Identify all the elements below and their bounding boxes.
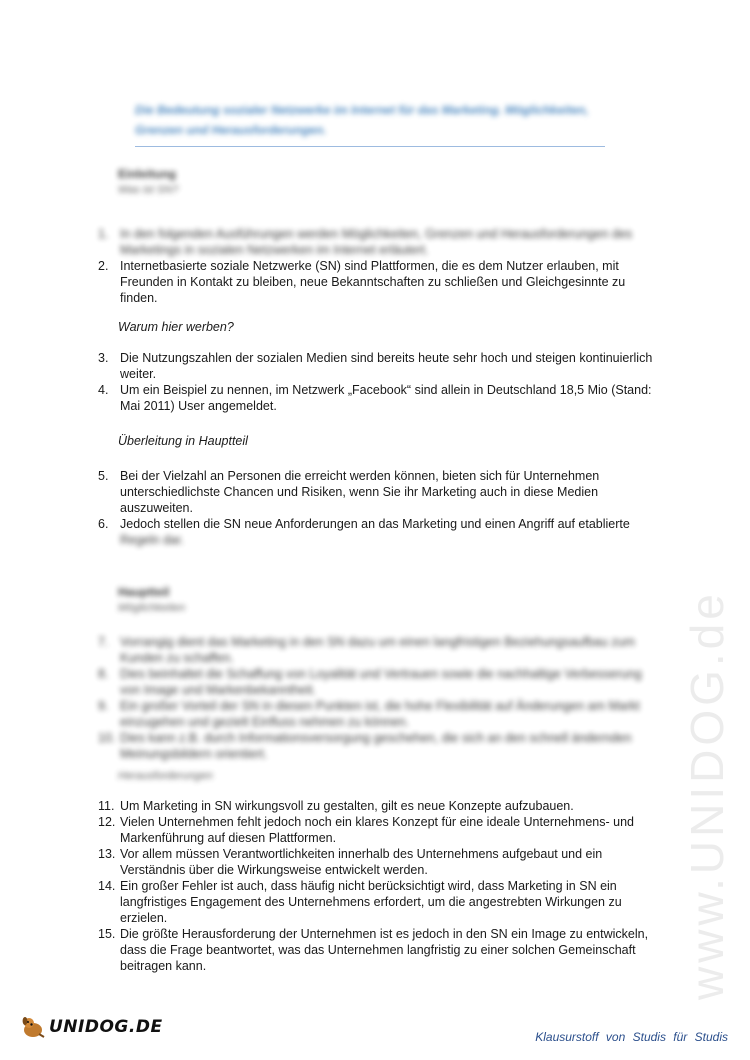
title-line: Die Bedeutung sozialer Netzwerke im Internet für das Marketing. Möglichkeiten,	[135, 103, 589, 117]
list-item: 6. Jedoch stellen die SN neue Anforderungen an das Marketing und einen Angriff auf etablierte Regeln dar.	[98, 517, 630, 547]
title-divider	[135, 146, 605, 147]
transition-heading: Überleitung in Hauptteil	[118, 434, 248, 448]
main-heading-block	[118, 584, 185, 616]
list-item: 5. Bei der Vielzahl an Personen die erreicht werden können, bieten sich für Unternehmen unterschiedlichste Chancen und Risiken, wenn Sie ihr Marketing auch in diese Medien auszuweiten.	[98, 469, 600, 515]
intro-list-2	[98, 258, 625, 306]
list-item: 4. Um ein Beispiel zu nennen, im Netzwerk „Facebook“ sind allein in Deutschland 18,5 Mio (Stand: Mai 2011) User angemeldet.	[98, 383, 652, 413]
list-item: 2. Internetbasierte soziale Netzwerke (SN) sind Plattformen, die es dem Nutzer erlauben, mit Freunden in Kontakt zu bleiben, neue Bekanntschaften zu schließen und Gleichgesinnte zu finden.	[98, 259, 626, 305]
transition-list	[98, 468, 630, 548]
list-item: 10. Dies kann z.B. durch Informationsversorgung geschehen, die sich an den schnell ändernden Meinungsbildern orientiert.	[98, 731, 632, 761]
list-item: 9. Ein großer Vorteil der SN in diesen Punkten ist, die hohe Flexibilität auf Änderungen am Markt einzugehen und gezielt Einfluss nehmen zu können.	[98, 699, 640, 729]
challenges-heading: Herausforderungen	[118, 770, 213, 782]
logo-text: UNIDOG.DE	[49, 1017, 163, 1037]
challenges-heading-block	[118, 768, 213, 784]
transition-heading-block	[118, 433, 248, 449]
title-line: Grenzen und Herausforderungen.	[135, 123, 327, 137]
unidog-logo[interactable]	[20, 1014, 163, 1040]
list-item: 8. Dies beinhaltet die Schaffung von Loyalität und Vertrauen sowie die nachhaltige Verbesserung von Image und Markenbekanntheit.	[98, 667, 642, 697]
why-list	[98, 350, 652, 414]
intro-list	[98, 226, 632, 258]
dog-icon	[20, 1014, 46, 1040]
why-heading: Warum hier werben?	[118, 320, 234, 334]
opportunities-list	[98, 634, 642, 762]
watermark: www.UNIDOG.de	[681, 590, 733, 1000]
list-item: 3. Die Nutzungszahlen der sozialen Medien sind bereits heute sehr hoch und steigen kontinuierlich weiter.	[98, 351, 653, 381]
list-item: 1. In den folgenden Ausführungen werden Möglichkeiten, Grenzen und Herausforderungen des Marketings in sozialen Netzwerken im Internet erläutert.	[98, 227, 633, 257]
list-item: 11. Um Marketing in SN wirkungsvoll zu gestalten, gilt es neue Konzepte aufzubauen.	[98, 799, 574, 813]
why-heading-block	[118, 319, 234, 335]
intro-heading-block	[118, 166, 178, 198]
challenges-list	[98, 798, 648, 974]
main-subheading: Möglichkeiten	[118, 602, 186, 614]
footer-tagline: Klausurstoff von Studis für Studis	[535, 1030, 728, 1044]
document-title	[135, 100, 605, 140]
main-heading: Hauptteil	[118, 585, 170, 599]
list-item: 7. Vorrangig dient das Marketing in den SN dazu um einen langfristigen Beziehungsaufbau zum Kunden zu schaffen.	[98, 635, 635, 665]
list-item: 15. Die größte Herausforderung der Unternehmen ist es jedoch in den SN ein Image zu entwickeln, dass die Frage beantwortet, was das Unternehmen langfristig zu einer solchen Gemeinschaft beitragen kann.	[98, 927, 649, 973]
list-item: 12. Vielen Unternehmen fehlt jedoch noch ein klares Konzept für eine ideale Unternehmens- und Markenführung auf diesen Plattformen.	[98, 815, 634, 845]
intro-heading: Einleitung	[118, 167, 176, 181]
list-item: 13. Vor allem müssen Verantwortlichkeiten innerhalb des Unternehmens aufgebaut und ein Verständnis über die Wirkungsweise entwickelt werden.	[98, 847, 603, 877]
intro-subheading: Was ist SN?	[118, 184, 179, 196]
list-item: 14. Ein großer Fehler ist auch, dass häufig nicht berücksichtigt wird, dass Marketing in SN ein langfristiges Engagement des Unternehmens erfordert, um die angestrebten Wirkungen zu erzielen.	[98, 879, 622, 925]
